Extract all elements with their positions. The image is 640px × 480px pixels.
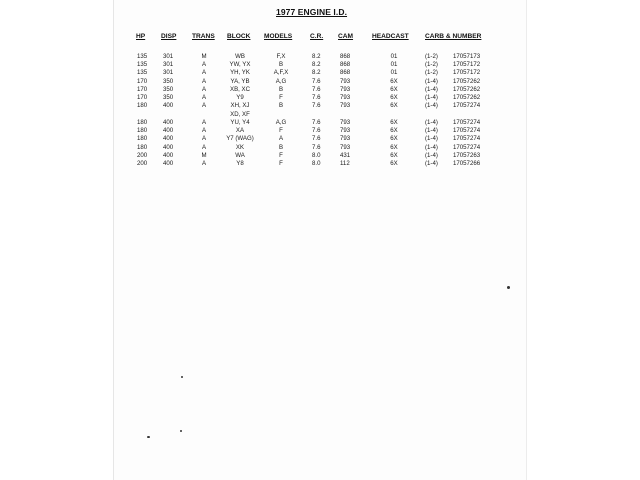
cell-trans: A: [201, 144, 207, 151]
cell-headcast: 6X: [390, 78, 398, 85]
column-header-disp: DISP: [161, 33, 177, 40]
cell-disp: 400: [163, 119, 174, 126]
cell-cam: 793: [340, 119, 351, 126]
scan-speck: [181, 376, 183, 378]
cell-carb: (1-2): [425, 53, 438, 60]
cell-carb: (1-4): [425, 119, 438, 126]
cell-block: YA, YB: [230, 78, 250, 85]
cell-block: YU, Y4: [230, 119, 250, 126]
cell-carb: (1-4): [425, 160, 438, 167]
cell-models: F: [279, 160, 283, 167]
cell-cam: 868: [340, 53, 351, 60]
cell-trans: A: [201, 160, 207, 167]
cell-disp: 301: [163, 69, 174, 76]
cell-models: A,G: [275, 119, 287, 126]
cell-hp: 200: [137, 152, 148, 159]
cell-cam: 868: [340, 61, 351, 68]
cell-carb: (1-4): [425, 94, 438, 101]
cell-trans: M: [201, 152, 207, 159]
cell-models: B: [278, 61, 284, 68]
column-header-block: BLOCK: [227, 33, 251, 40]
cell-carb-number: 17057262: [453, 78, 481, 85]
cell-block: XA: [235, 127, 245, 134]
cell-hp: 180: [137, 119, 148, 126]
cell-carb-number: 17057266: [453, 160, 481, 167]
cell-carb-number: 17057274: [453, 127, 481, 134]
cell-models: B: [278, 86, 284, 93]
column-header-hp: HP: [136, 33, 146, 40]
scan-speck: [180, 430, 182, 432]
cell-block: XH, XJ: [230, 102, 250, 109]
cell-carb-number: 17057274: [453, 144, 481, 151]
cell-cam: 793: [340, 86, 351, 93]
column-header-models: MODELS: [264, 33, 293, 40]
cell-headcast: 01: [390, 53, 398, 60]
cell-carb-number: 17057274: [453, 102, 481, 109]
cell-trans: A: [201, 69, 207, 76]
cell-carb: (1-4): [425, 78, 438, 85]
cell-cr: 7.6: [312, 102, 321, 109]
cell-hp: 170: [137, 86, 148, 93]
cell-disp: 301: [163, 53, 174, 60]
cell-carb: (1-4): [425, 86, 438, 93]
cell-models: B: [278, 102, 284, 109]
cell-trans: A: [201, 135, 207, 142]
cell-disp: 350: [163, 78, 174, 85]
cell-cr: 7.6: [312, 135, 321, 142]
cell-carb-number: 17057173: [453, 53, 481, 60]
cell-carb-number: 17057262: [453, 86, 481, 93]
cell-disp: 400: [163, 135, 174, 142]
cell-headcast: 6X: [390, 160, 398, 167]
cell-models: F: [279, 94, 283, 101]
column-header-trans: TRANS: [192, 33, 215, 40]
cell-cam: 431: [340, 152, 351, 159]
cell-disp: 400: [163, 152, 174, 159]
cell-carb-number: 17057263: [453, 152, 481, 159]
cell-hp: 170: [137, 78, 148, 85]
cell-models: B: [278, 144, 284, 151]
cell-carb-number: 17057172: [453, 61, 481, 68]
cell-carb: (1-2): [425, 61, 438, 68]
cell-trans: M: [201, 53, 207, 60]
cell-models: F: [279, 127, 283, 134]
cell-hp: 180: [137, 102, 148, 109]
cell-headcast: 6X: [390, 94, 398, 101]
cell-disp: 400: [163, 102, 174, 109]
cell-hp: 135: [137, 61, 148, 68]
cell-headcast: 6X: [390, 135, 398, 142]
cell-block: YW, YX: [229, 61, 251, 68]
cell-disp: 301: [163, 61, 174, 68]
cell-block: WA: [235, 152, 245, 159]
cell-cr: 8.0: [312, 152, 321, 159]
cell-cr: 8.2: [312, 61, 321, 68]
cell-hp: 170: [137, 94, 148, 101]
column-header-cam: CAM: [338, 33, 354, 40]
scan-speck: [507, 286, 510, 289]
cell-models: A,G: [275, 78, 287, 85]
cell-trans: A: [201, 94, 207, 101]
cell-headcast: 6X: [390, 119, 398, 126]
cell-disp: 400: [163, 127, 174, 134]
cell-hp: 180: [137, 135, 148, 142]
cell-block: YH, YK: [230, 69, 250, 76]
cell-models: F,X: [276, 53, 286, 60]
cell-disp: 400: [163, 144, 174, 151]
cell-trans: A: [201, 61, 207, 68]
cell-carb-number: 17057262: [453, 94, 481, 101]
cell-cam: 793: [340, 78, 351, 85]
cell-cr: 7.6: [312, 94, 321, 101]
cell-trans: A: [201, 78, 207, 85]
column-header-cr: C.R.: [310, 33, 324, 40]
cell-carb-number: 17057274: [453, 135, 481, 142]
cell-trans: A: [201, 102, 207, 109]
cell-cam: 793: [340, 144, 351, 151]
cell-block: XB, XC: [230, 86, 250, 93]
cell-headcast: 6X: [390, 86, 398, 93]
cell-block: XD, XF: [230, 111, 250, 118]
cell-cr: 7.6: [312, 144, 321, 151]
cell-headcast: 01: [390, 61, 398, 68]
cell-cam: 112: [340, 160, 350, 167]
cell-hp: 180: [137, 144, 148, 151]
cell-cam: 793: [340, 127, 351, 134]
cell-carb: (1-4): [425, 135, 438, 142]
column-header-carb-number: CARB & NUMBER: [425, 33, 482, 40]
column-header-headcast: HEADCAST: [372, 33, 409, 40]
cell-block: XK: [235, 144, 245, 151]
cell-headcast: 01: [390, 69, 398, 76]
cell-trans: A: [201, 127, 207, 134]
cell-disp: 350: [163, 86, 174, 93]
page-title: 1977 ENGINE I.D.: [276, 7, 348, 17]
cell-cr: 8.2: [312, 69, 321, 76]
cell-cam: 868: [340, 69, 351, 76]
cell-models: A: [278, 135, 284, 142]
cell-carb-number: 17057274: [453, 119, 481, 126]
cell-cr: 8.2: [312, 53, 321, 60]
cell-cam: 793: [340, 135, 351, 142]
cell-disp: 400: [163, 160, 174, 167]
cell-cr: 7.6: [312, 119, 321, 126]
cell-headcast: 6X: [390, 144, 398, 151]
cell-hp: 200: [137, 160, 148, 167]
cell-models: F: [279, 152, 283, 159]
cell-carb: (1-4): [425, 152, 438, 159]
cell-block: Y8: [236, 160, 244, 167]
cell-trans: A: [201, 119, 207, 126]
cell-block: Y9: [236, 94, 244, 101]
cell-cam: 793: [340, 94, 351, 101]
cell-block: WB: [235, 53, 245, 60]
cell-carb: (1-4): [425, 102, 438, 109]
cell-trans: A: [201, 86, 207, 93]
cell-hp: 135: [137, 53, 148, 60]
cell-headcast: 6X: [390, 127, 398, 134]
cell-cr: 8.0: [312, 160, 321, 167]
cell-headcast: 6X: [390, 102, 398, 109]
cell-hp: 180: [137, 127, 148, 134]
cell-cr: 7.6: [312, 127, 321, 134]
cell-block: Y7 (WAG): [226, 135, 254, 142]
cell-carb: (1-4): [425, 144, 438, 151]
scan-speck: [147, 436, 150, 438]
cell-carb: (1-2): [425, 69, 438, 76]
cell-disp: 350: [163, 94, 174, 101]
cell-carb: (1-4): [425, 127, 438, 134]
cell-cr: 7.6: [312, 86, 321, 93]
cell-cr: 7.6: [312, 78, 321, 85]
cell-models: A,F,X: [273, 69, 289, 76]
cell-carb-number: 17057172: [453, 69, 481, 76]
cell-headcast: 6X: [390, 152, 398, 159]
cell-cam: 793: [340, 102, 351, 109]
cell-hp: 135: [137, 69, 148, 76]
